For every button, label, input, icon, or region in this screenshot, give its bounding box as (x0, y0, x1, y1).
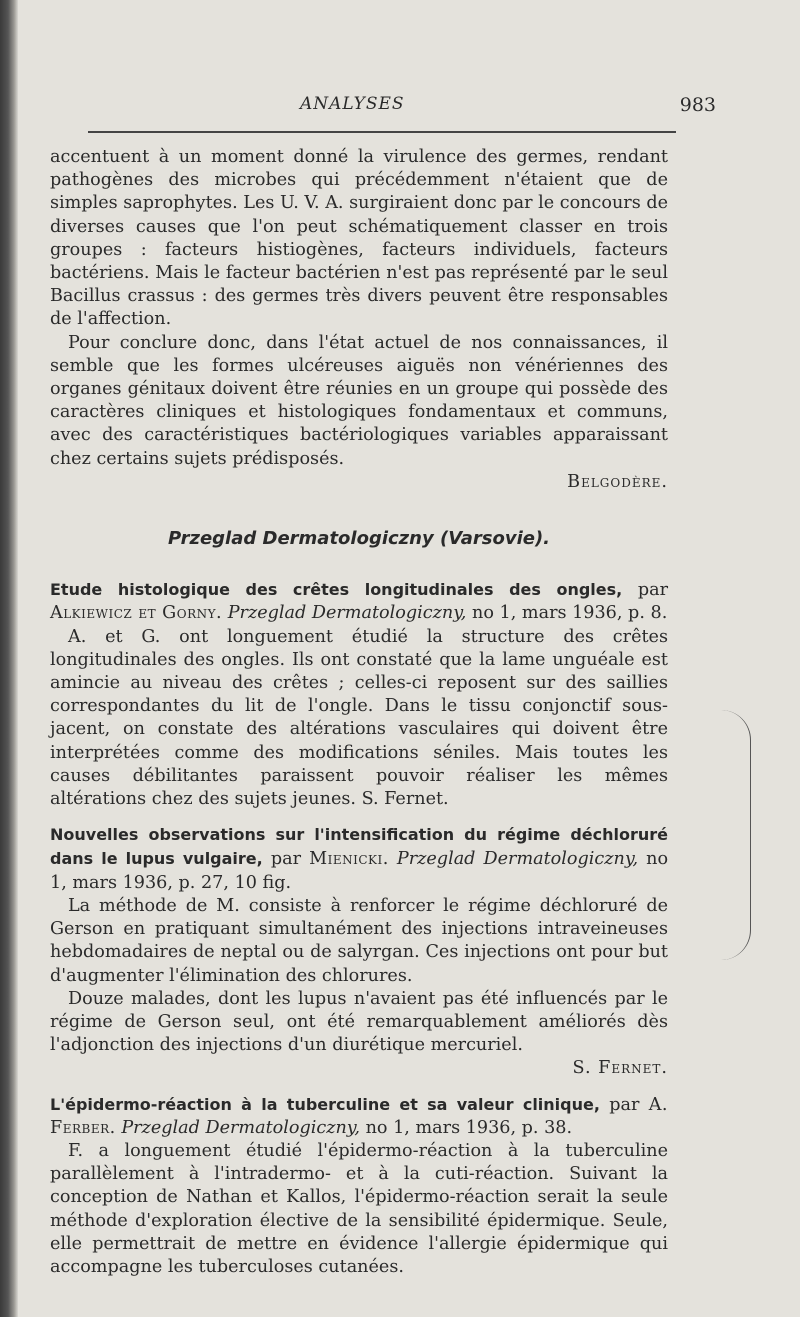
article-2-heading (50, 823, 668, 895)
article-1-ref: no 1, mars 1936, p. 8. (472, 603, 668, 624)
intro-paragraph-1: accentuent à un moment donné la virulence des germes, rendant pathogènes des microbes qui précédemment n'étaient que de simples saprophytes. Les U. V. A. surgiraient donc par le concours de diverses causes que l'on peut schématiquement classer en trois groupes : facteurs histiogènes, facteurs individuels, facteurs bactériens. Mais le facteur bactérien n'est pas représenté par le seul Bacillus crassus : des germes très divers peuvent être responsables de l'affection. (50, 147, 668, 330)
article-3-source: Przeglad Dermatologiczny, (121, 1117, 360, 1138)
margin-pencil-bracket (720, 710, 751, 960)
page-number: 983 (679, 94, 716, 116)
article-2-ref: no 1, mars 1936, p. 27, 10 fig. (50, 849, 669, 893)
intro-paragraph-2: Pour conclure donc, dans l'état actuel de nos connaissances, il semble que les formes ulcéreuses aiguës non vénériennes des organes génitaux doivent être réunies en un groupe qui possède des caractères cliniques et histologiques fondamentaux et communs, avec des caractéristiques bactériologiques variables apparaissant chez certains sujets prédisposés. (50, 332, 668, 469)
article-2-signature: S. Fernet. (572, 1058, 668, 1079)
article-3-title: L'épidermo-réaction à la tuberculine et sa valeur clinique, (50, 1094, 600, 1114)
article-3-heading (50, 1093, 668, 1140)
page-header (50, 94, 716, 124)
article-2-source: Przeglad Dermatologiczny, (396, 849, 639, 870)
book-binding-shadow (0, 0, 18, 1317)
section-title: Przeglad Dermatologiczny (Varsovie). (167, 528, 551, 550)
article-1 (50, 578, 668, 811)
running-head: ANALYSES (300, 94, 405, 114)
article-2-body-2: Douze malades, dont les lupus n'avaient pas été influencés par le régime de Gerson seul, ont été remarquablement améliorés dès l'adjonction des injections d'un diurétique mercuriel. (50, 988, 668, 1056)
article-1-source: Przeglad Dermatologiczny, (227, 603, 467, 624)
intro-signature: Belgodère. (567, 471, 668, 492)
article-2-par: par (270, 849, 301, 870)
article-1-title: Etude histologique des crêtes longitudinales des ongles, (50, 580, 623, 600)
article-1-heading (50, 578, 668, 625)
page-body (50, 146, 668, 1279)
article-1-par: par (637, 580, 668, 601)
article-3-ref: no 1, mars 1936, p. 38. (365, 1117, 573, 1138)
article-2-title: Nouvelles observations sur l'intensification du régime déchloruré dans le lupus vulgaire, (50, 825, 668, 869)
article-3 (50, 1093, 668, 1280)
article-1-body: A. et G. ont longuement étudié la structure des crêtes longitudinales des ongles. Ils ont constaté que la lame unguéale est amincie au niveau des crêtes ; celles-ci reposent sur des saillies correspondantes du lit de l'ongle. Dans le tissu conjonctif sous-jacent, on constate des altérations vasculaires qui doivent être interprétées comme des modifications séniles. Mais toutes les causes débilitantes paraissent pouvoir réaliser les mêmes altérations chez des sujets jeunes. S. Fernet. (50, 626, 668, 810)
article-2-body-1: La méthode de M. consiste à renforcer le régime déchloruré de Gerson en pratiquant simultanément des injections intraveineuses hebdomadaires de neptal ou de salyrgan. Ces injections ont pour but d'augmenter l'élimination des chlorures. (50, 895, 668, 986)
article-3-body: F. a longuement étudié l'épidermo-réaction à la tuberculine parallèlement à l'intradermo- et à la cuti-réaction. Suivant la conception de Nathan et Kallos, l'épidermo-réaction serait la seule méthode d'exploration élective de la sensibilité épidermique. Seule, elle permettrait de mettre en évidence l'allergie épidermique qui accompagne les tuberculoses cutanées. (50, 1140, 668, 1277)
article-3-par: par (609, 1094, 640, 1115)
header-rule (88, 131, 676, 133)
article-2-authors: Mienicki. (309, 849, 389, 870)
article-3-authors: A. Ferber. (50, 1094, 669, 1138)
article-1-authors: Alkiewicz et Gorny. (50, 603, 223, 624)
article-2 (50, 823, 668, 1080)
